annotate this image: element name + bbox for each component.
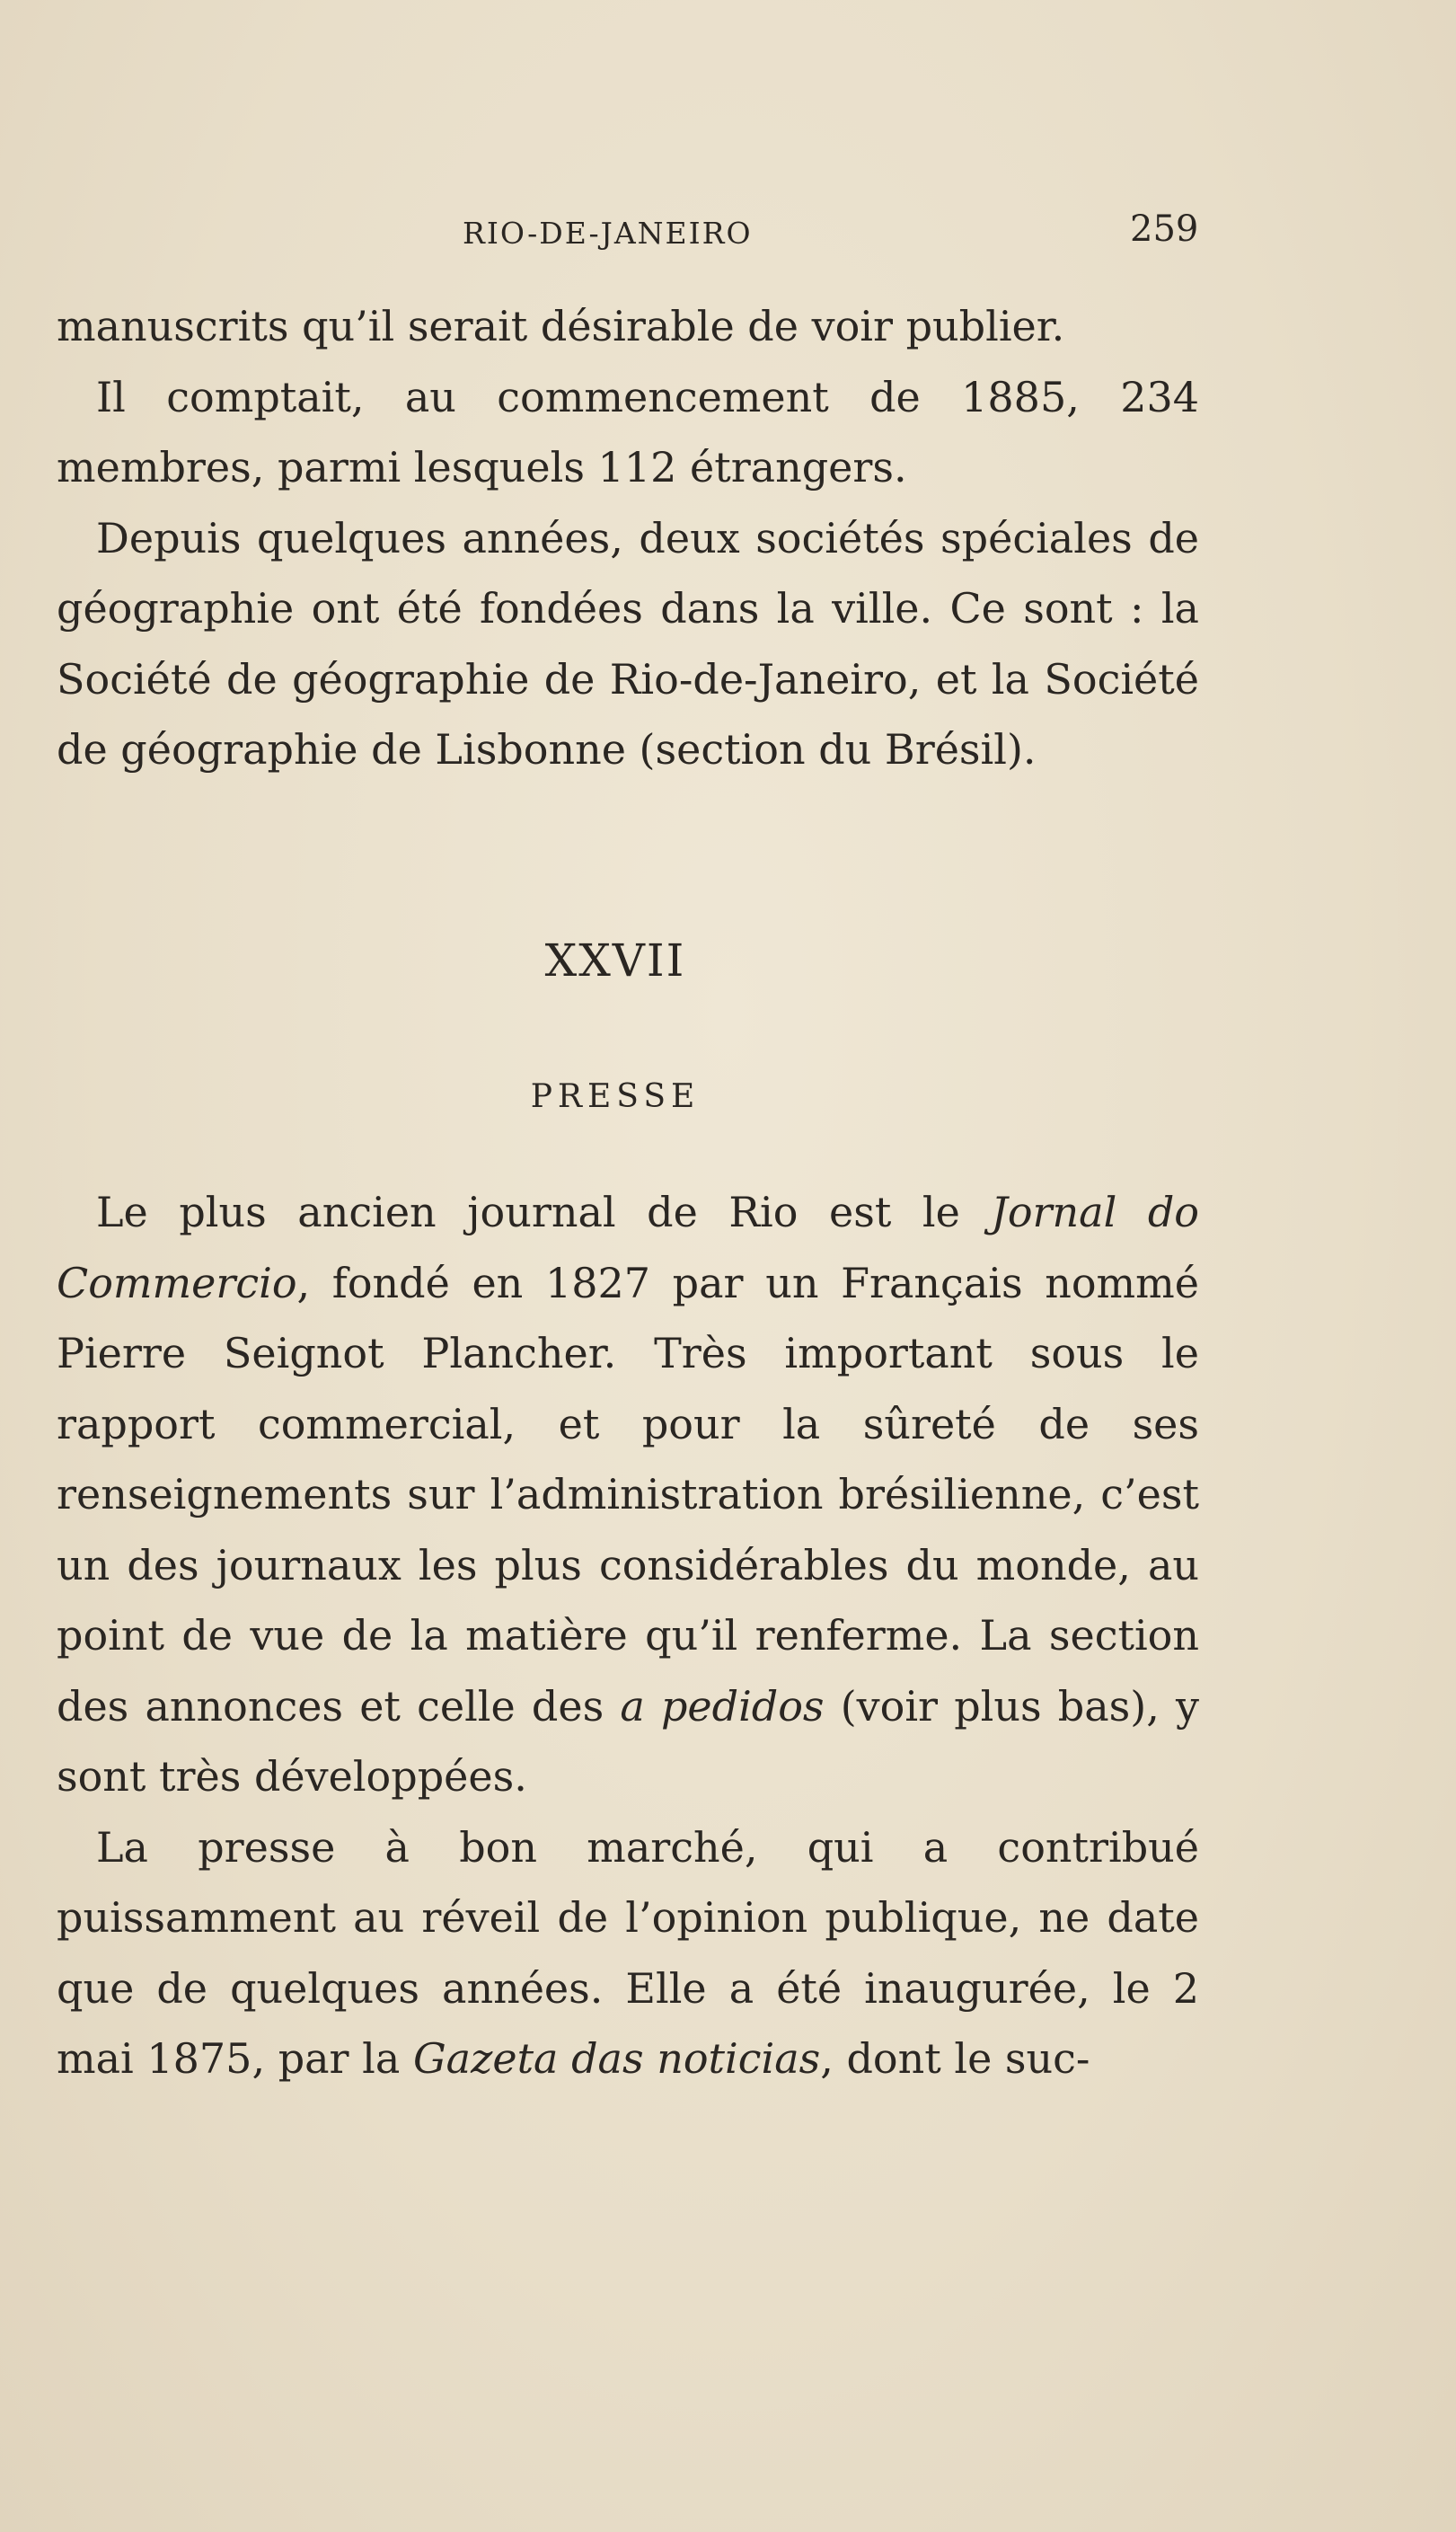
paragraph [57,1177,1199,1812]
intro-text [57,291,1199,785]
text-run: (voir plus bas), y sont très développées. [57,1681,1200,1801]
chapter-number: XXVII [544,934,686,987]
paragraph [57,1812,1199,2094]
text-run: La presse à bon marché, qui a contribué puissamment au réveil de l’opinion publique, ne date que de quelques années. Elle a été inaugurée, le 2 mai 1875, par la [57,1822,1199,2083]
text-run: , dont le suc- [820,2034,1090,2083]
running-title: RIO-DE-JANEIRO [463,216,753,251]
paragraph: Il comptait, au commencement de 1885, 234 membres, parmi lesquels 112 étrangers. [57,372,1199,491]
text-run: , fondé en 1827 par un Français nommé Pierre Seignot Plancher. Très important sous le rapport commercial, et pour la sûreté de ses renseignements sur l’administration brésilienne, c’est un des journaux les plus considérables du monde, au point de vue de la matière qu’il renferme. La section des annonces et celle des [57,1258,1199,1731]
italic-term: a pedidos [620,1681,825,1731]
paragraph: Depuis quelques années, deux sociétés spéciales de géographie ont été fondées dans la ville. Ce sont : la Société de géographie de Rio-de-Janeiro, et la Société de géographie de Lisbonne (section du Brésil). [57,513,1199,774]
page-number: 259 [1130,208,1199,250]
paragraph: manuscrits qu’il serait désirable de voir publier. [57,302,1065,350]
chapter-title: PRESSE [530,1078,701,1115]
newspaper-title: Jornal do Commercio [57,1188,1199,1307]
running-head [0,208,1456,262]
text-run: Le plus ancien journal de Rio est le [96,1188,992,1236]
newspaper-title: Gazeta das noticias [412,2034,821,2083]
presse-text [57,1177,1199,2094]
